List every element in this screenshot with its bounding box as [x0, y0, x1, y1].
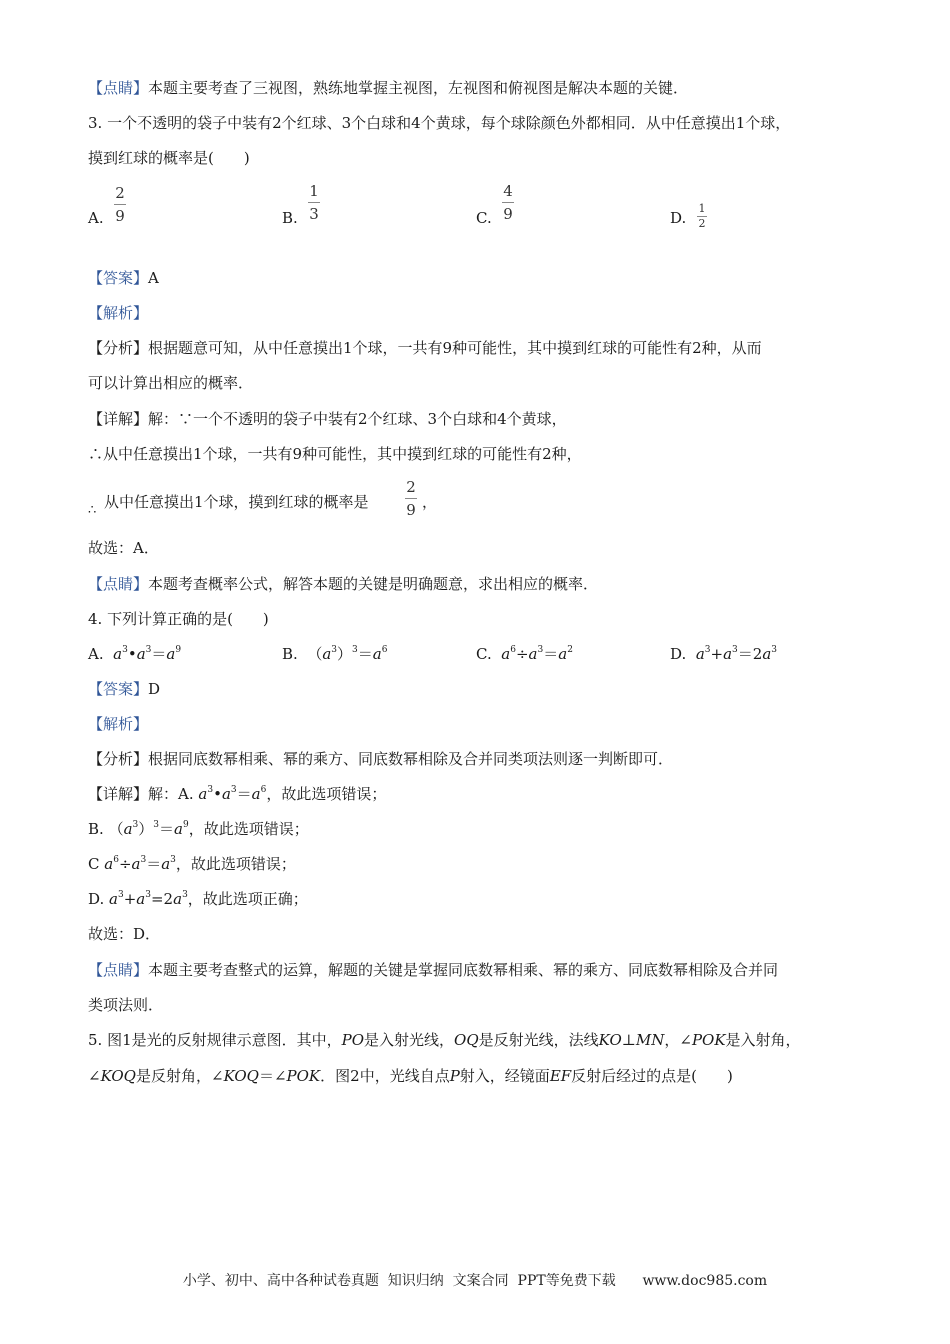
q3-detail-line3: 从中任意摸出1个球，摸到红球的概率是 [104, 493, 369, 511]
q3-fenxi-line1: 【分析】根据题意可知，从中任意摸出1个球，一共有9种可能性，其中摸到红球的可能性有2种，从而 [88, 339, 762, 357]
q4-answer: 【答案】D [88, 680, 161, 698]
q3-stem-line2: 摸到红球的概率是( ) [88, 149, 250, 167]
q3-stem-line1: 3. 一个不透明的袋子中装有2个红球、3个白球和4个黄球，每个球除颜色外都相同．从中任意摸出1个球， [88, 114, 791, 132]
q4-fenxi: 【分析】根据同底数幂相乘、幂的乘方、同底数幂相除及合并同类项法则逐一判断即可． [88, 750, 674, 768]
q3-option-c-label: C. [476, 209, 492, 227]
q3-option-a-label: A. [88, 209, 104, 227]
q4-detail-d: D. $a^3+a^3=2a^3$，故此选项正确； [88, 890, 308, 908]
q3-detail-line2: ∴从中任意摸出1个球，一共有9种可能性，其中摸到红球的可能性有2种， [88, 445, 582, 463]
q4-detail-a: 【详解】解：A. $a^3•a^3=a^6$，故此选项错误； [88, 785, 387, 803]
q3-answer: 【答案】A [88, 269, 159, 287]
q4-option-d: D. $a^3+a^3=2a^3$ [670, 645, 777, 663]
q4-option-b: B. $(a^3)^3=a^6$ [282, 645, 388, 663]
q3-option-c-fraction: 4 9 [503, 182, 513, 223]
q3-option-b-label: B. [282, 209, 298, 227]
q5-stem-line1: 5. 图1是光的反射规律示意图．其中，PO是入射光线，OQ是反射光线，法线KO⊥MN，∠POK是入射角， [88, 1031, 801, 1049]
q4-choose: 故选：D． [88, 925, 161, 943]
q2-comment: 【点睛】本题主要考查了三视图，熟练地掌握主视图，左视图和俯视图是解决本题的关键． [88, 79, 689, 97]
therefore-symbol: ∴ [88, 503, 97, 518]
q3-detail-comma: ， [422, 493, 438, 511]
page-footer: 小学、初中、高中各种试卷真题 知识归纳 文案合同 PPT等免费下载 www.doc985.com [182, 1273, 768, 1289]
q3-comment: 【点睛】本题考查概率公式，解答本题的关键是明确题意，求出相应的概率． [88, 575, 599, 593]
q3-option-a-fraction: 2 9 [115, 184, 125, 225]
q3-choose: 故选：A． [88, 539, 159, 557]
q3-detail-line1: 【详解】解：∵一个不透明的袋子中装有2个红球、3个白球和4个黄球， [88, 410, 567, 428]
q4-comment-line1: 【点睛】本题主要考查整式的运算，解题的关键是掌握同底数幂相乘、幂的乘方、同底数幂相除及合并同 [88, 961, 779, 979]
q4-stem: 4. 下列计算正确的是( ) [88, 610, 269, 628]
q4-analysis-tag: 【解析】 [88, 715, 149, 733]
q3-detail-fraction: 2 9 [406, 478, 416, 519]
q4-option-c: C. $a^6\div a^3=a^2$ [476, 645, 573, 663]
q4-comment-line2: 类项法则． [88, 996, 164, 1014]
q3-analysis-tag: 【解析】 [88, 304, 149, 322]
q3-option-d-label: D. [670, 209, 687, 227]
q5-stem-line2: ∠KOQ是反射角，∠KOQ＝∠POK．图2中，光线自点P射入，经镜面EF反射后经过的点是( ) [88, 1067, 733, 1085]
q4-detail-b: B. $(a^3)^3=a^9$，故此选项错误； [88, 820, 309, 838]
q3-option-d-fraction: 1 2 [698, 202, 706, 230]
q4-detail-c: C $a^6\div a^3=a^3$，故此选项错误； [88, 855, 296, 873]
q3-fenxi-line2: 可以计算出相应的概率． [88, 374, 254, 392]
q3-option-b-fraction: 1 3 [309, 182, 319, 223]
q4-option-a: A. $a^3•a^3=a^9$ [88, 645, 182, 663]
